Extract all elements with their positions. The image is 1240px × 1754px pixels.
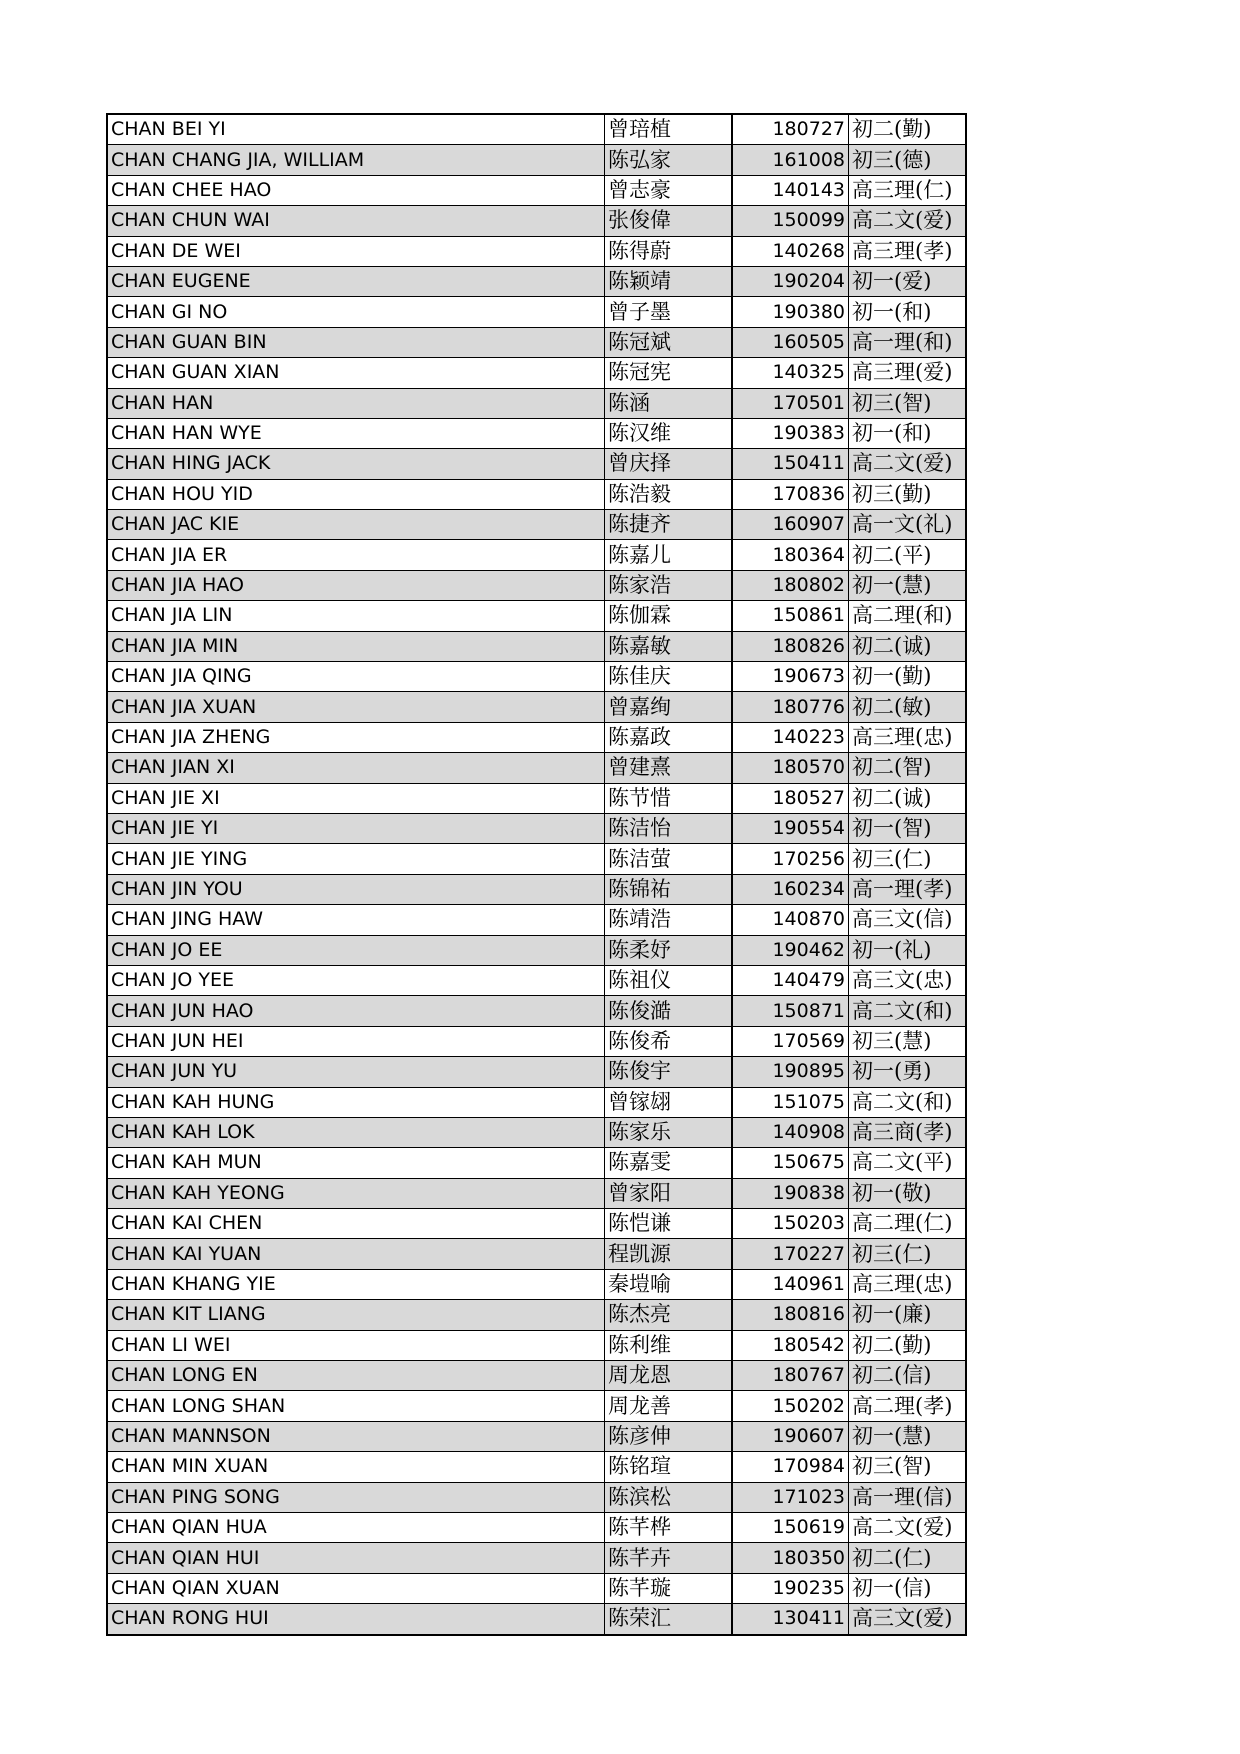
student-chinese-name: 陈家浩 [605,570,733,600]
student-id: 171023 [732,1482,849,1512]
student-id: 151075 [732,1087,849,1117]
student-english-name: CHAN KAH MUN [107,1148,605,1178]
student-id: 140479 [732,965,849,995]
student-english-name: CHAN GUAN BIN [107,327,605,357]
table-row [107,631,966,661]
student-chinese-name: 曾子墨 [605,297,733,327]
table-row [107,1209,966,1239]
table-row [107,297,966,327]
student-chinese-name: 陈节惜 [605,783,733,813]
student-class: 初一(信) [849,1573,967,1603]
student-class: 初二(诚) [849,783,967,813]
student-id: 160505 [732,327,849,357]
student-class: 初三(勤) [849,479,967,509]
student-english-name: CHAN LONG SHAN [107,1391,605,1421]
student-class: 高三理(忠) [849,1269,967,1299]
student-class: 初二(勤) [849,1330,967,1360]
student-id: 150871 [732,996,849,1026]
table-row [107,1057,966,1087]
student-english-name: CHAN KIT LIANG [107,1300,605,1330]
student-chinese-name: 陈杰亮 [605,1300,733,1330]
student-class: 高二文(爱) [849,1512,967,1542]
table-row [107,327,966,357]
student-class: 高二理(和) [849,601,967,631]
table-row [107,1604,966,1635]
student-chinese-name: 陈俊宇 [605,1057,733,1087]
student-class: 初二(平) [849,540,967,570]
student-chinese-name: 陈冠宪 [605,358,733,388]
student-english-name: CHAN KHANG YIE [107,1269,605,1299]
table-row [107,905,966,935]
student-english-name: CHAN MANNSON [107,1421,605,1451]
student-id: 170256 [732,844,849,874]
student-english-name: CHAN JING HAW [107,905,605,935]
student-english-name: CHAN HOU YID [107,479,605,509]
student-english-name: CHAN KAH YEONG [107,1178,605,1208]
table-row [107,1330,966,1360]
student-class: 初一(爱) [849,266,967,296]
student-chinese-name: 陈利维 [605,1330,733,1360]
student-chinese-name: 陈洁怡 [605,813,733,843]
student-class: 高三文(忠) [849,965,967,995]
student-id: 190895 [732,1057,849,1087]
student-id: 140325 [732,358,849,388]
table-row [107,479,966,509]
student-class: 初二(勤) [849,114,967,145]
table-row [107,1573,966,1603]
table-row [107,1239,966,1269]
student-english-name: CHAN JIA ER [107,540,605,570]
student-class: 高一理(孝) [849,874,967,904]
student-class: 高二文(和) [849,996,967,1026]
student-chinese-name: 曾琣植 [605,114,733,145]
student-english-name: CHAN EUGENE [107,266,605,296]
table-row [107,418,966,448]
table-row [107,206,966,236]
student-id: 150203 [732,1209,849,1239]
student-english-name: CHAN MIN XUAN [107,1452,605,1482]
student-class: 高三理(孝) [849,236,967,266]
student-id: 190235 [732,1573,849,1603]
student-chinese-name: 陈伽霖 [605,601,733,631]
student-class: 高二理(孝) [849,1391,967,1421]
student-english-name: CHAN LI WEI [107,1330,605,1360]
student-id: 161008 [732,145,849,175]
student-class: 初三(仁) [849,844,967,874]
student-chinese-name: 陈俊澔 [605,996,733,1026]
student-english-name: CHAN KAI YUAN [107,1239,605,1269]
table-row [107,692,966,722]
table-row [107,510,966,540]
student-chinese-name: 陈靖浩 [605,905,733,935]
student-english-name: CHAN CHEE HAO [107,175,605,205]
student-chinese-name: 陈冠斌 [605,327,733,357]
student-class: 高二文(平) [849,1148,967,1178]
student-class: 高三理(仁) [849,175,967,205]
student-id: 180802 [732,570,849,600]
student-chinese-name: 陈恺谦 [605,1209,733,1239]
student-class: 初一(敬) [849,1178,967,1208]
student-id: 190204 [732,266,849,296]
student-english-name: CHAN HING JACK [107,449,605,479]
student-id: 150675 [732,1148,849,1178]
student-chinese-name: 陈佳庆 [605,662,733,692]
student-id: 190462 [732,935,849,965]
student-id: 170501 [732,388,849,418]
student-chinese-name: 秦塏喻 [605,1269,733,1299]
student-chinese-name: 陈家乐 [605,1117,733,1147]
student-english-name: CHAN KAH HUNG [107,1087,605,1117]
student-class: 高二文(和) [849,1087,967,1117]
student-english-name: CHAN QIAN HUA [107,1512,605,1542]
student-id: 190838 [732,1178,849,1208]
student-chinese-name: 陈柔妤 [605,935,733,965]
student-id: 140143 [732,175,849,205]
table-row [107,844,966,874]
roster-body [107,114,966,1635]
student-english-name: CHAN JUN HEI [107,1026,605,1056]
student-id: 190673 [732,662,849,692]
table-row [107,1178,966,1208]
table-row [107,1421,966,1451]
table-row [107,1543,966,1573]
student-chinese-name: 陈铭瑄 [605,1452,733,1482]
student-english-name: CHAN CHANG JIA, WILLIAM [107,145,605,175]
table-row [107,1482,966,1512]
student-english-name: CHAN QIAN XUAN [107,1573,605,1603]
student-chinese-name: 陈芊卉 [605,1543,733,1573]
student-class: 初二(敏) [849,692,967,722]
student-class: 初三(仁) [849,1239,967,1269]
student-id: 140223 [732,722,849,752]
table-row [107,783,966,813]
student-english-name: CHAN JUN YU [107,1057,605,1087]
student-english-name: CHAN JIN YOU [107,874,605,904]
student-id: 180767 [732,1361,849,1391]
student-class: 高三理(忠) [849,722,967,752]
student-english-name: CHAN LONG EN [107,1361,605,1391]
student-english-name: CHAN JIA XUAN [107,692,605,722]
student-chinese-name: 陈捷齐 [605,510,733,540]
student-id: 160234 [732,874,849,904]
student-class: 初一(慧) [849,1421,967,1451]
table-row [107,874,966,904]
table-row [107,1300,966,1330]
student-id: 150202 [732,1391,849,1421]
table-row [107,266,966,296]
student-chinese-name: 陈涵 [605,388,733,418]
table-row [107,753,966,783]
student-id: 180826 [732,631,849,661]
student-class: 初一(勤) [849,662,967,692]
student-id: 180816 [732,1300,849,1330]
student-chinese-name: 陈弘家 [605,145,733,175]
student-english-name: CHAN GUAN XIAN [107,358,605,388]
table-row [107,236,966,266]
student-id: 170227 [732,1239,849,1269]
table-row [107,175,966,205]
student-id: 180776 [732,692,849,722]
student-chinese-name: 陈嘉敏 [605,631,733,661]
student-english-name: CHAN JIA MIN [107,631,605,661]
student-chinese-name: 曾嘉绚 [605,692,733,722]
student-chinese-name: 曾建熹 [605,753,733,783]
student-english-name: CHAN CHUN WAI [107,206,605,236]
table-row [107,601,966,631]
student-chinese-name: 陈芊璇 [605,1573,733,1603]
student-english-name: CHAN HAN WYE [107,418,605,448]
student-class: 高三商(孝) [849,1117,967,1147]
table-row [107,965,966,995]
student-id: 130411 [732,1604,849,1635]
student-english-name: CHAN JIA ZHENG [107,722,605,752]
student-id: 180350 [732,1543,849,1573]
student-english-name: CHAN JAC KIE [107,510,605,540]
student-id: 140268 [732,236,849,266]
student-id: 190383 [732,418,849,448]
table-row [107,540,966,570]
student-english-name: CHAN JUN HAO [107,996,605,1026]
student-id: 180727 [732,114,849,145]
table-row [107,114,966,145]
student-class: 初一(和) [849,297,967,327]
student-chinese-name: 陈彦伸 [605,1421,733,1451]
student-class: 高三理(爱) [849,358,967,388]
table-row [107,813,966,843]
student-id: 180527 [732,783,849,813]
student-chinese-name: 陈嘉雯 [605,1148,733,1178]
student-chinese-name: 周龙恩 [605,1361,733,1391]
student-class: 初一(智) [849,813,967,843]
student-english-name: CHAN KAI CHEN [107,1209,605,1239]
student-chinese-name: 陈荣汇 [605,1604,733,1635]
student-id: 180542 [732,1330,849,1360]
student-id: 140908 [732,1117,849,1147]
student-id: 190554 [732,813,849,843]
student-chinese-name: 陈嘉儿 [605,540,733,570]
student-chinese-name: 陈滨松 [605,1482,733,1512]
student-chinese-name: 张俊偉 [605,206,733,236]
student-chinese-name: 陈得蔚 [605,236,733,266]
table-row [107,1148,966,1178]
student-english-name: CHAN BEI YI [107,114,605,145]
student-id: 140870 [732,905,849,935]
student-english-name: CHAN GI NO [107,297,605,327]
student-english-name: CHAN RONG HUI [107,1604,605,1635]
student-chinese-name: 曾家阳 [605,1178,733,1208]
student-class: 初一(和) [849,418,967,448]
student-class: 高二文(爱) [849,449,967,479]
student-class: 初一(礼) [849,935,967,965]
student-chinese-name: 曾志豪 [605,175,733,205]
student-english-name: CHAN JIA HAO [107,570,605,600]
student-chinese-name: 曾庆择 [605,449,733,479]
student-class: 高一理(信) [849,1482,967,1512]
student-roster-table [106,113,967,1636]
student-english-name: CHAN HAN [107,388,605,418]
student-english-name: CHAN DE WEI [107,236,605,266]
student-chinese-name: 周龙善 [605,1391,733,1421]
student-id: 150411 [732,449,849,479]
student-chinese-name: 陈祖仪 [605,965,733,995]
table-row [107,1452,966,1482]
student-class: 高一理(和) [849,327,967,357]
student-id: 170984 [732,1452,849,1482]
student-chinese-name: 陈汉维 [605,418,733,448]
student-id: 190607 [732,1421,849,1451]
table-row [107,449,966,479]
student-chinese-name: 陈芊桦 [605,1512,733,1542]
student-class: 高二理(仁) [849,1209,967,1239]
student-class: 初三(慧) [849,1026,967,1056]
student-english-name: CHAN JO EE [107,935,605,965]
student-class: 初二(仁) [849,1543,967,1573]
student-chinese-name: 陈俊希 [605,1026,733,1056]
student-id: 180364 [732,540,849,570]
student-class: 初一(慧) [849,570,967,600]
student-chinese-name: 曾镓翃 [605,1087,733,1117]
table-row [107,1391,966,1421]
student-chinese-name: 陈嘉政 [605,722,733,752]
table-row [107,722,966,752]
table-row [107,1117,966,1147]
student-class: 高一文(礼) [849,510,967,540]
table-row [107,570,966,600]
table-row [107,935,966,965]
table-row [107,662,966,692]
student-class: 高三文(爱) [849,1604,967,1635]
student-id: 190380 [732,297,849,327]
table-row [107,1087,966,1117]
student-english-name: CHAN JIAN XI [107,753,605,783]
student-english-name: CHAN JIE XI [107,783,605,813]
student-class: 初二(信) [849,1361,967,1391]
student-chinese-name: 陈锦祐 [605,874,733,904]
table-row [107,996,966,1026]
student-class: 初三(智) [849,388,967,418]
student-id: 170569 [732,1026,849,1056]
student-english-name: CHAN QIAN HUI [107,1543,605,1573]
student-chinese-name: 陈洁萤 [605,844,733,874]
student-class: 初二(诚) [849,631,967,661]
student-english-name: CHAN JIA LIN [107,601,605,631]
table-row [107,1026,966,1056]
table-row [107,388,966,418]
table-row [107,1361,966,1391]
student-english-name: CHAN JO YEE [107,965,605,995]
table-row [107,1269,966,1299]
table-row [107,358,966,388]
student-english-name: CHAN JIE YING [107,844,605,874]
student-english-name: CHAN KAH LOK [107,1117,605,1147]
table-row [107,1512,966,1542]
student-id: 170836 [732,479,849,509]
student-english-name: CHAN JIE YI [107,813,605,843]
student-class: 初三(德) [849,145,967,175]
table-row [107,145,966,175]
student-english-name: CHAN PING SONG [107,1482,605,1512]
student-id: 150861 [732,601,849,631]
student-english-name: CHAN JIA QING [107,662,605,692]
student-class: 初二(智) [849,753,967,783]
student-id: 150099 [732,206,849,236]
student-class: 高二文(爱) [849,206,967,236]
student-class: 初一(勇) [849,1057,967,1087]
student-id: 150619 [732,1512,849,1542]
student-id: 140961 [732,1269,849,1299]
student-class: 初一(廉) [849,1300,967,1330]
student-class: 高三文(信) [849,905,967,935]
student-id: 160907 [732,510,849,540]
student-chinese-name: 陈浩毅 [605,479,733,509]
student-chinese-name: 程凯源 [605,1239,733,1269]
student-chinese-name: 陈颖靖 [605,266,733,296]
student-id: 180570 [732,753,849,783]
student-class: 初三(智) [849,1452,967,1482]
